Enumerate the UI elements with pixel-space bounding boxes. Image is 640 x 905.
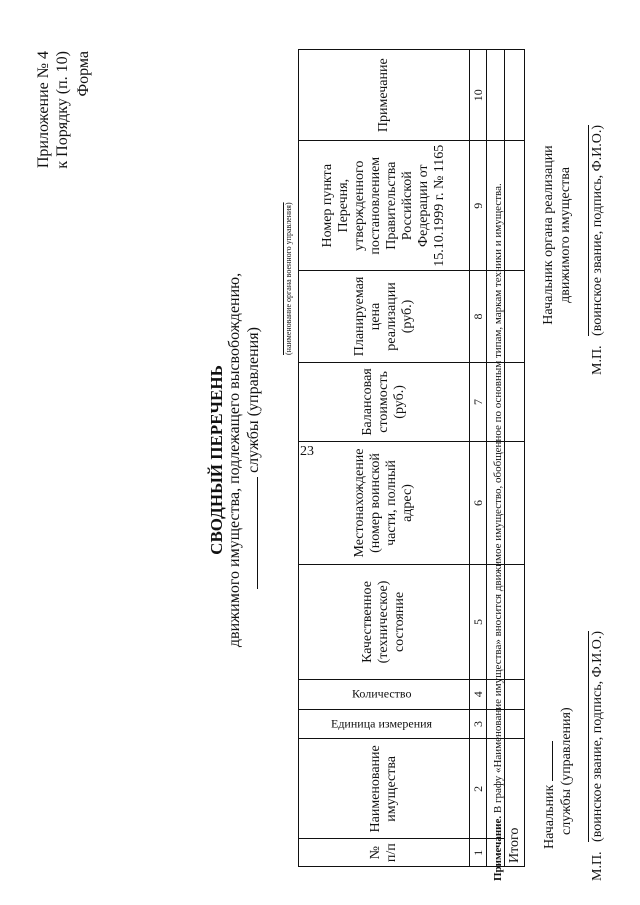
right-signature-title [540,115,574,355]
column-number-cell: 9 [470,141,487,271]
page-number: 23 [300,444,314,459]
left-signature-line [588,631,606,881]
empty-cell [505,709,525,739]
column-number-cell: 10 [470,50,487,141]
title-service-line [244,35,263,885]
empty-cell [505,565,525,680]
vertical-header-text: Количество [351,686,412,701]
column-number-cell: 2 [470,739,487,839]
landscape-content [20,35,620,885]
stamp-label: М.П. [590,851,605,881]
column-number-cell: 7 [470,362,487,441]
header-cell: Планируемая цена реализации (руб.) [299,271,470,363]
header-cell: Местонахождение (номер воинской части, полный адрес) [299,441,470,564]
header-cell: № п/п [299,839,470,867]
empty-cell [505,679,525,709]
column-number-cell: 6 [470,441,487,564]
header-cell: Наименование имущества [299,739,470,839]
title-subtitle: движимого имущества, подлежащего высвобождению, [226,272,243,648]
signature-caption: (воинское звание, подпись, Ф.И.О.) [590,630,605,842]
form-label: Форма [75,51,92,97]
header-cell: Балансовая стоимость (руб.) [299,362,470,441]
service-line-text: службы (управления) [245,327,262,473]
appendix-line-2: к Порядку (п. 10) [54,51,71,169]
right-signature-line [588,125,606,375]
right-title-line-1: Начальник органа реализации [541,145,556,325]
stamp-label: М.П. [590,345,605,375]
left-signature-title [540,707,575,849]
header-cell: Качественное (техническое) состояние [299,565,470,680]
appendix-reference [34,51,72,169]
total-label: Итого [505,739,525,867]
column-number-cell: 1 [470,839,487,867]
column-number-cell: 8 [470,271,487,363]
left-title-line-1: Начальник [542,784,557,849]
vertical-header-text: Единица измерения [330,716,433,731]
empty-cell [505,362,525,441]
column-number-row [470,50,487,867]
fill-in-line [540,741,553,781]
header-cell [299,679,470,709]
fill-in-line [244,477,258,589]
title-caption: (наименование органа военного управления) [284,202,293,355]
empty-cell [505,141,525,271]
header-cell: Примечание [299,50,470,141]
footnote-label: Примечание. [492,815,504,881]
summary-table [298,49,525,867]
empty-cell [505,50,525,141]
empty-cell [505,271,525,363]
footnote [492,61,505,881]
title-main: СВОДНЫЙ ПЕРЕЧЕНЬ [207,365,226,555]
header-cell: Номер пункта Перечня, утвержденного постановлением Правительства Российской Федерации от 15.10.1999 г. № 1165 [299,141,470,271]
column-number-cell: 4 [470,679,487,709]
right-title-line-2: движимого имущества [558,167,573,303]
header-cell [299,709,470,739]
column-number-cell: 5 [470,565,487,680]
column-number-cell: 3 [470,709,487,739]
table-header-row [299,50,470,867]
footnote-text: В графу «Наименование имущества» вносится движимое имущество, обобщенное по основным типам, маркам техники и имущества. [492,183,504,816]
signature-caption: (воинское звание, подпись, Ф.И.О.) [590,124,605,336]
document-title [208,35,263,885]
left-title-line-2: службы (управления) [559,707,574,835]
total-row [505,50,525,867]
appendix-line-1: Приложение № 4 [35,51,52,169]
empty-cell [505,441,525,564]
